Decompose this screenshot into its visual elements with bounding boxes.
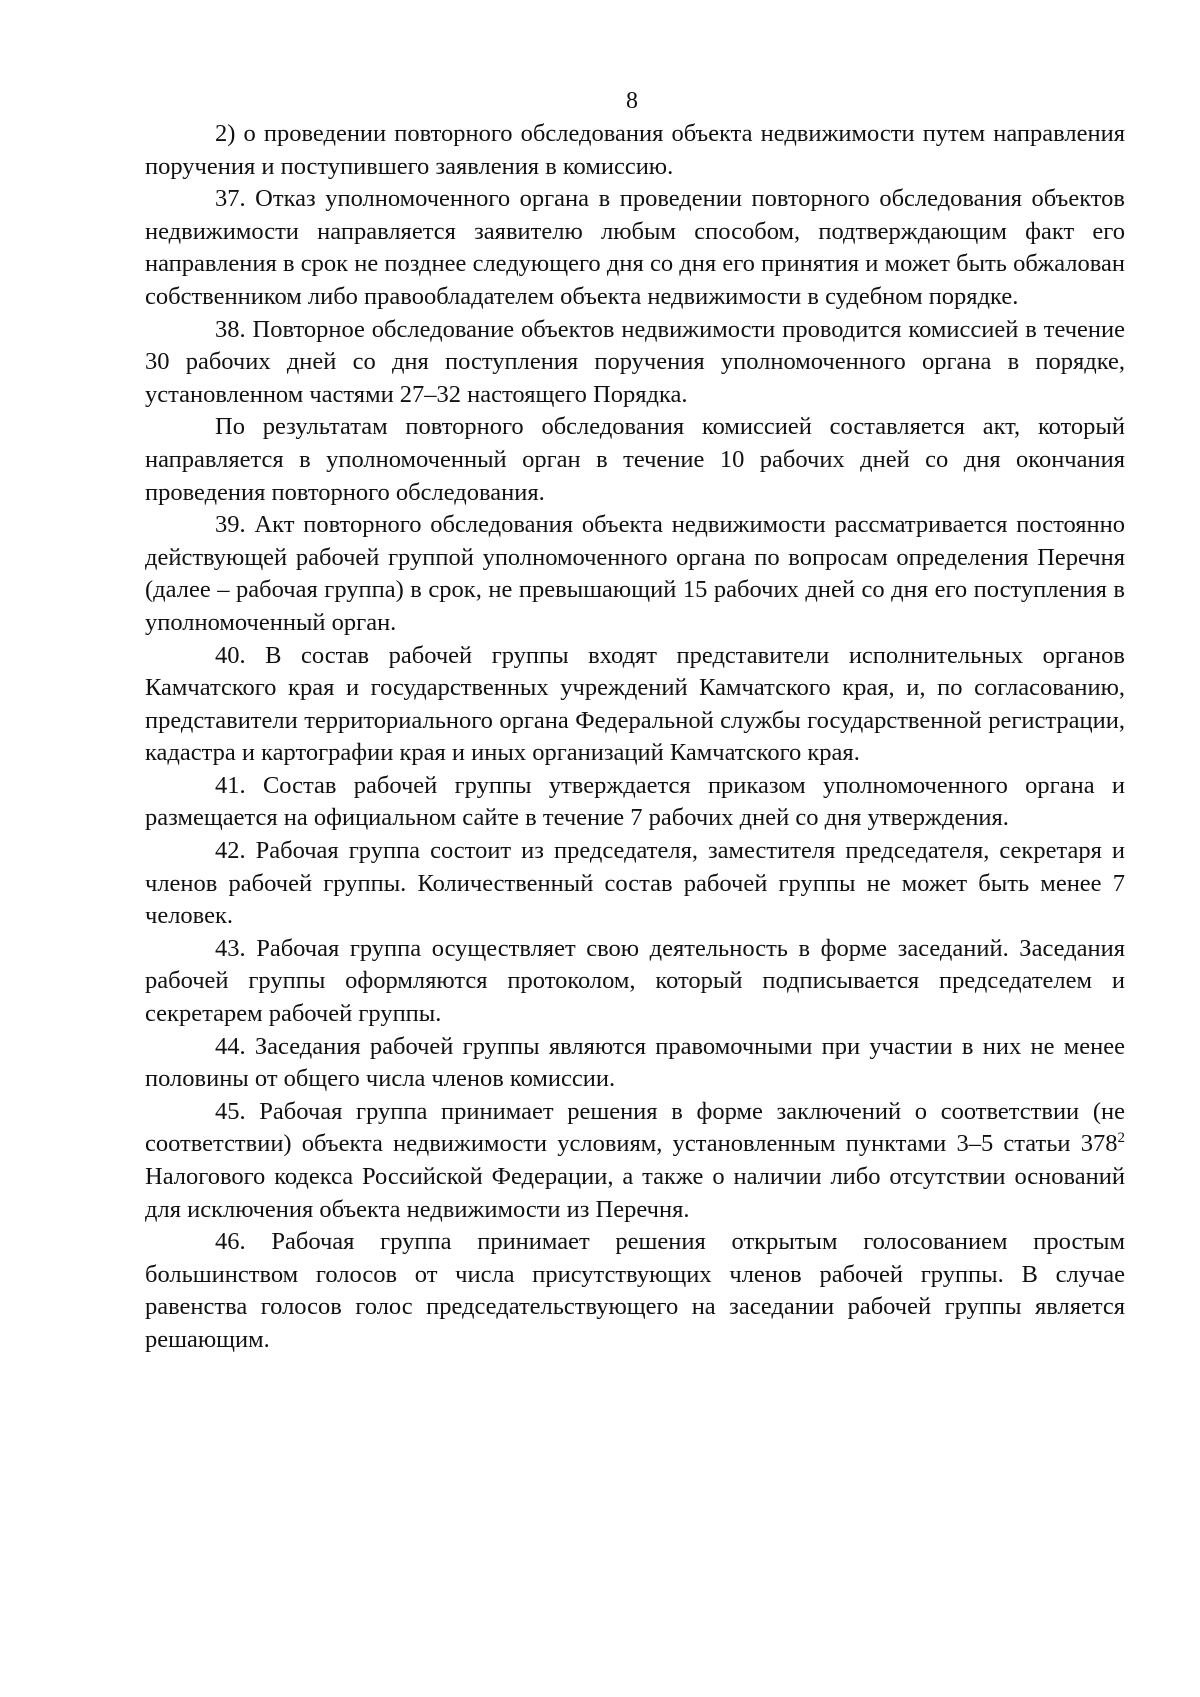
paragraph-45-text-end: Налогового кодекса Российской Федерации, а также о наличии либо отсутствии оснований для исключения объекта недвижимости из Перечня. [145, 1163, 1125, 1223]
document-body [145, 118, 1125, 1357]
page-number: 8 [626, 88, 638, 114]
paragraph-38-continuation: По результатам повторного обследования комиссией составляется акт, который направляется в уполномоченный орган в течение 10 рабочих дней со дня окончания проведения повторного обследования. [145, 413, 1125, 506]
paragraph-45 [145, 1096, 1125, 1226]
paragraph-item-2: 2) о проведении повторного обследования объекта недвижимости путем направления поручения и поступившего заявления в комиссию. [145, 120, 1125, 180]
paragraph-37: 37. Отказ уполномоченного органа в проведении повторного обследования объектов недвижимости направляется заявителю любым способом, подтверждающим факт его направления в срок не позднее следующего дня со дня его принятия и может быть обжалован собственником либо правообладателем объекта недвижимости в судебном порядке. [145, 185, 1125, 310]
paragraph-40: 40. В состав рабочей группы входят представители исполнительных органов Камчатского края и государственных учреждений Камчатского края, и, по согласованию, представители территориального органа Федеральной службы государственной регистрации, кадастра и картографии края и иных организаций Камчатского края. [145, 641, 1125, 767]
paragraph-45-text-start: 45. Рабочая группа принимает решения в форме заключений о соответствии (не соответствии) объекта недвижимости условиям, установленным пунктами 3–5 статьи 378 [145, 1097, 1125, 1158]
paragraph-43: 43. Рабочая группа осуществляет свою деятельность в форме заседаний. Заседания рабочей группы оформляются протоколом, который подписывается председателем и секретарем рабочей группы. [145, 934, 1125, 1028]
paragraph-42: 42. Рабочая группа состоит из председателя, заместителя председателя, секретаря и членов рабочей группы. Количественный состав рабочей группы не может быть менее 7 человек. [145, 837, 1125, 930]
paragraph-38: 38. Повторное обследование объектов недвижимости проводится комиссией в течение 30 рабочих дней со дня поступления поручения уполномоченного органа в порядке, установленном частями 27–32 настоящего Порядка. [145, 315, 1125, 408]
paragraph-44: 44. Заседания рабочей группы являются правомочными при участии в них не менее половины от общего числа членов комиссии. [145, 1032, 1125, 1093]
paragraph-46: 46. Рабочая группа принимает решения открытым голосованием простым большинством голосов от числа присутствующих членов рабочей группы. В случае равенства голосов голос председательствующего на заседании рабочей группы является решающим. [145, 1228, 1125, 1353]
paragraph-41: 41. Состав рабочей группы утверждается приказом уполномоченного органа и размещается на официальном сайте в течение 7 рабочих дней со дня утверждения. [145, 771, 1125, 832]
paragraph-39: 39. Акт повторного обследования объекта недвижимости рассматривается постоянно действующей рабочей группой уполномоченного органа по вопросам определения Перечня (далее – рабочая группа) в срок, не превышающий 15 рабочих дней со дня его поступления в уполномоченный орган. [145, 511, 1125, 636]
article-superscript: 2 [1117, 1130, 1125, 1147]
